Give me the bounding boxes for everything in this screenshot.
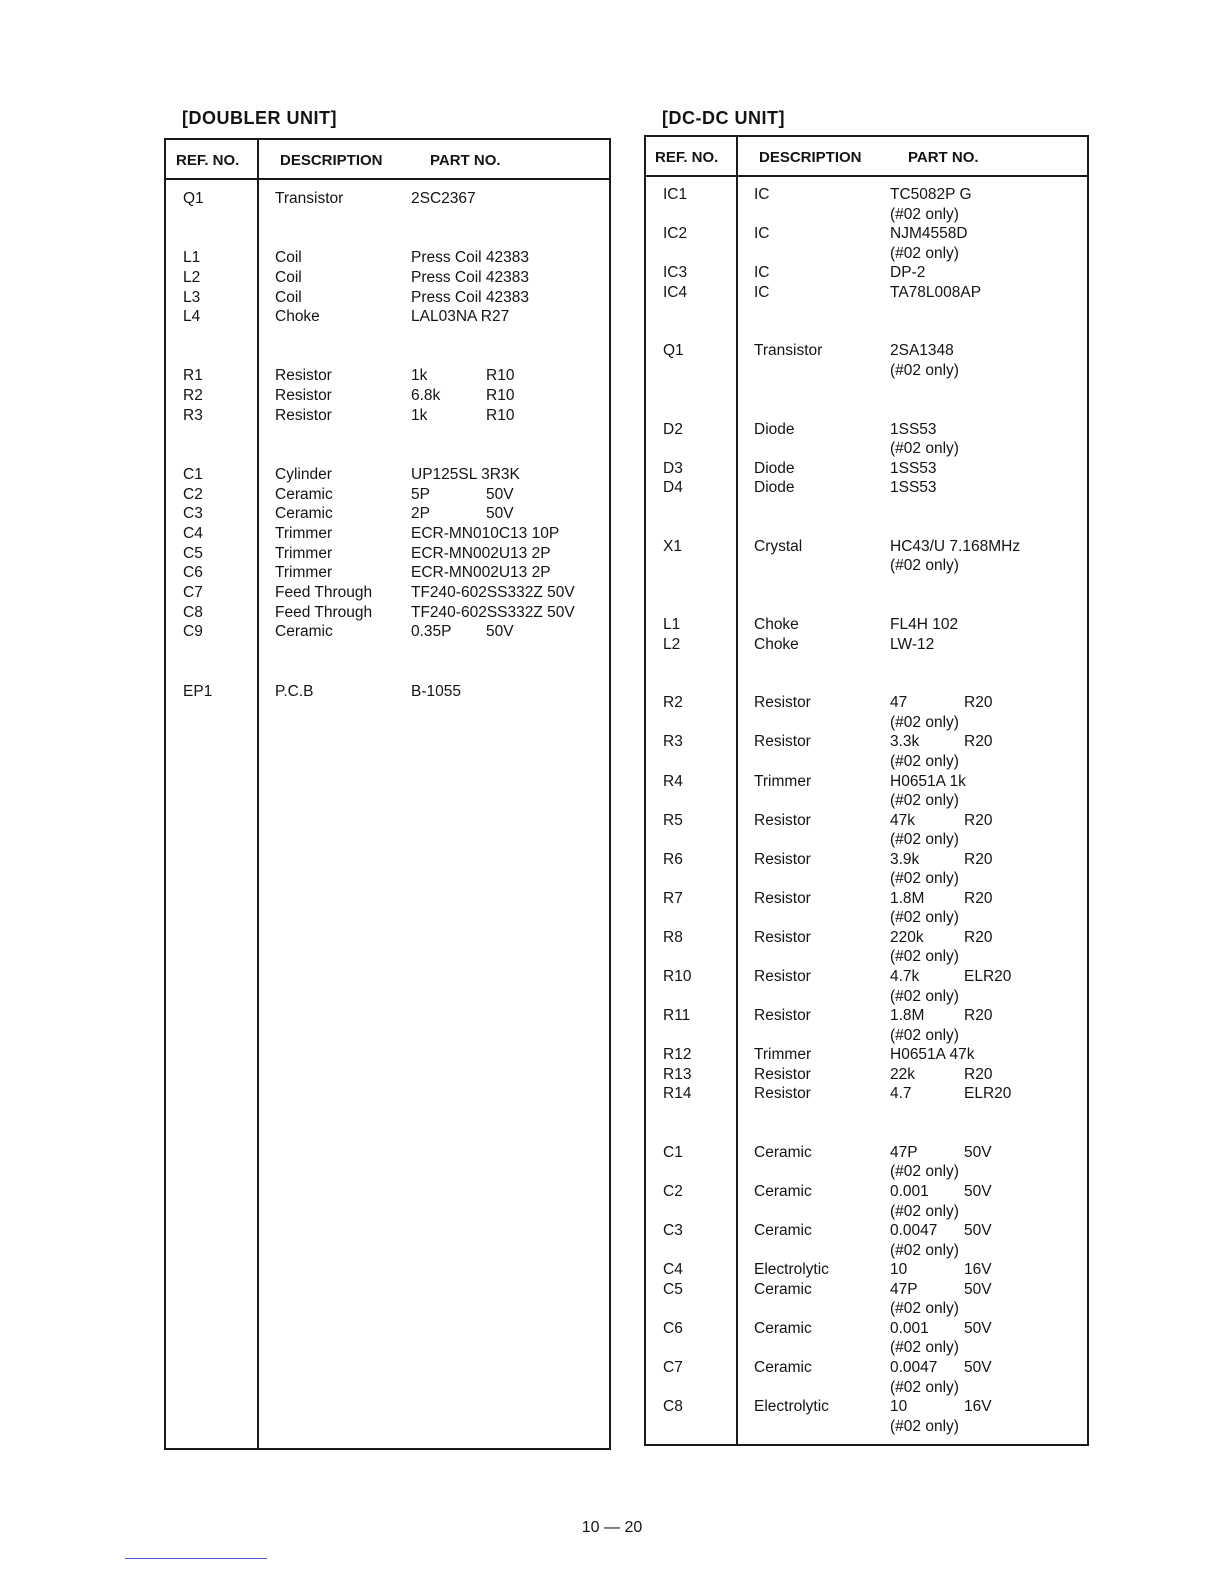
doubler-header-desc: DESCRIPTION <box>280 152 383 169</box>
dcdc-part-cell: FL4H 102 <box>890 616 959 634</box>
dcdc-desc-cell: Resistor <box>754 1007 811 1025</box>
dcdc-desc-cell: Resistor <box>754 928 811 946</box>
dcdc-part-note: (#02 only) <box>890 792 959 810</box>
dcdc-desc-cell: Ceramic <box>754 1359 812 1376</box>
doubler-part-rating-cell: R10 <box>486 367 515 385</box>
dcdc-part-cell: DP-2 <box>890 264 926 282</box>
dcdc-desc-cell: Trimmer <box>754 772 812 790</box>
doubler-part-cell: ECR-MN002U13 2P <box>411 564 551 582</box>
dcdc-ref-cell: R11 <box>663 1007 691 1025</box>
dcdc-part-cell: 22k <box>890 1065 915 1083</box>
dcdc-part-rating-cell: R20 <box>964 811 993 829</box>
dcdc-part-cell: 1.8M <box>890 889 925 907</box>
dcdc-part-cell: NJM4558D <box>890 225 968 243</box>
dcdc-part-cell: 47 <box>890 694 908 712</box>
dcdc-desc-cell: Choke <box>754 635 799 653</box>
doubler-ref-cell: C8 <box>183 603 203 621</box>
dcdc-desc-cell: Ceramic <box>754 1280 812 1298</box>
dcdc-part-cell: 47P <box>890 1143 918 1161</box>
doubler-desc-cell: Trimmer <box>275 524 333 542</box>
dcdc-header-part: PART NO. <box>908 149 979 166</box>
dcdc-desc-cell: Resistor <box>754 1085 811 1103</box>
dcdc-part-cell: 47P <box>890 1280 918 1298</box>
doubler-desc-cell: Transistor <box>275 190 344 207</box>
dcdc-ref-cell: R14 <box>663 1085 692 1103</box>
dcdc-desc-cell: Diode <box>754 420 795 438</box>
dcdc-part-note: (#02 only) <box>890 1163 959 1181</box>
doubler-ref-cell: C6 <box>183 564 203 582</box>
dcdc-part-cell: HC43/U 7.168MHz <box>890 537 1021 555</box>
dcdc-part-rating-cell: R20 <box>964 889 993 907</box>
dcdc-ref-cell: R12 <box>663 1046 692 1064</box>
dcdc-header-desc: DESCRIPTION <box>759 149 862 166</box>
dcdc-ref-cell: R10 <box>663 968 692 985</box>
doubler-part-cell: Press Coil 42383 <box>411 268 530 286</box>
dcdc-part-note: (#02 only) <box>890 557 959 575</box>
dcdc-ref-cell: L2 <box>663 635 681 653</box>
doubler-ref-cell: C4 <box>183 524 203 542</box>
dcdc-part-cell: H0651A 47k <box>890 1046 975 1064</box>
dcdc-header-ref: REF. NO. <box>655 149 719 166</box>
doubler-part-cell: 6.8k <box>411 387 441 404</box>
dcdc-part-note: (#02 only) <box>890 1417 959 1435</box>
dcdc-part-rating-cell: 16V <box>964 1398 992 1416</box>
doubler-ref-cell: L4 <box>183 308 201 326</box>
dcdc-part-rating-cell: 50V <box>964 1183 992 1201</box>
doubler-part-cell: 0.35P <box>411 623 452 641</box>
dcdc-part-rating-cell: 50V <box>964 1222 992 1240</box>
doubler-ref-cell: R1 <box>183 367 203 385</box>
dcdc-part-note: (#02 only) <box>890 440 959 458</box>
dcdc-desc-cell: Resistor <box>754 811 811 829</box>
doubler-ref-cell: L2 <box>183 268 201 286</box>
doubler-part-cell: ECR-MN010C13 10P <box>411 524 560 542</box>
dcdc-part-note: (#02 only) <box>890 205 959 223</box>
dcdc-part-rating-cell: 50V <box>964 1280 992 1298</box>
dcdc-ref-cell: R7 <box>663 889 683 907</box>
dcdc-ref-cell: IC4 <box>663 283 688 301</box>
dcdc-ref-cell: C3 <box>663 1222 683 1240</box>
doubler-unit-title: [DOUBLER UNIT] <box>182 108 337 128</box>
dcdc-desc-cell: IC <box>754 264 770 282</box>
doubler-part-cell: UP125SL 3R3K <box>411 465 520 483</box>
dcdc-ref-cell: C6 <box>663 1319 683 1337</box>
doubler-part-cell: 5P <box>411 485 430 503</box>
dcdc-desc-cell: Ceramic <box>754 1222 812 1240</box>
dcdc-desc-cell: Transistor <box>754 342 823 360</box>
doubler-ref-cell: EP1 <box>183 682 213 700</box>
dcdc-part-note: (#02 only) <box>890 1202 959 1220</box>
doubler-header-part: PART NO. <box>430 152 501 169</box>
dcdc-ref-cell: X1 <box>663 537 682 555</box>
dcdc-part-cell: 10 <box>890 1398 908 1416</box>
dcdc-part-rating-cell: ELR20 <box>964 1085 1012 1103</box>
dcdc-part-note: (#02 only) <box>890 752 959 770</box>
doubler-ref-cell: C7 <box>183 584 203 601</box>
doubler-ref-cell: C2 <box>183 485 203 503</box>
doubler-ref-cell: L1 <box>183 249 201 267</box>
dcdc-desc-cell: Resistor <box>754 968 811 985</box>
dcdc-part-note: (#02 only) <box>890 713 959 731</box>
doubler-desc-cell: Ceramic <box>275 623 333 641</box>
doubler-part-cell: 2SC2367 <box>411 190 476 207</box>
doubler-part-cell: 2P <box>411 505 430 523</box>
dcdc-part-rating-cell: R20 <box>964 850 993 868</box>
dcdc-part-rating-cell: R20 <box>964 1065 993 1083</box>
dcdc-part-rating-cell: R20 <box>964 928 993 946</box>
dcdc-desc-cell: Electrolytic <box>754 1398 829 1416</box>
dcdc-part-cell: LW-12 <box>890 635 935 653</box>
doubler-part-cell: 1k <box>411 367 428 385</box>
doubler-desc-cell: P.C.B <box>275 682 314 700</box>
doubler-ref-cell: R2 <box>183 387 203 404</box>
dcdc-ref-cell: R5 <box>663 811 683 829</box>
doubler-header-ref: REF. NO. <box>176 152 240 169</box>
dcdc-part-cell: 1SS53 <box>890 459 937 477</box>
dcdc-ref-cell: C2 <box>663 1183 683 1201</box>
dcdc-ref-cell: R2 <box>663 694 683 712</box>
doubler-desc-cell: Cylinder <box>275 465 332 483</box>
dcdc-part-cell: 0.001 <box>890 1183 929 1201</box>
footer-rule <box>125 1558 267 1559</box>
dcdc-desc-cell: IC <box>754 186 770 203</box>
dcdc-part-cell: H0651A 1k <box>890 772 966 790</box>
dcdc-part-rating-cell: 50V <box>964 1359 992 1376</box>
dcdc-ref-cell: R3 <box>663 733 683 751</box>
doubler-desc-cell: Ceramic <box>275 505 333 523</box>
doubler-desc-cell: Choke <box>275 308 320 326</box>
dcdc-ref-cell: D3 <box>663 459 683 477</box>
doubler-part-cell: ECR-MN002U13 2P <box>411 544 551 562</box>
doubler-desc-cell: Ceramic <box>275 485 333 503</box>
dcdc-ref-cell: C8 <box>663 1398 683 1416</box>
dcdc-part-cell: 3.3k <box>890 733 920 751</box>
dcdc-part-cell: 3.9k <box>890 850 920 868</box>
dcdc-ref-cell: L1 <box>663 616 681 634</box>
dcdc-part-cell: TA78L008AP <box>890 283 982 301</box>
dcdc-desc-cell: Resistor <box>754 733 811 751</box>
dcdc-desc-cell: Resistor <box>754 850 811 868</box>
dcdc-ref-cell: R4 <box>663 772 683 790</box>
dcdc-desc-cell: Diode <box>754 459 795 477</box>
dcdc-ref-cell: C1 <box>663 1143 683 1161</box>
doubler-ref-cell: L3 <box>183 288 201 306</box>
dcdc-part-rating-cell: 16V <box>964 1261 992 1279</box>
page-number: 10 — 20 <box>581 1519 643 1536</box>
doubler-part-cell: 1k <box>411 406 428 424</box>
dcdc-part-rating-cell: R20 <box>964 1007 993 1025</box>
dcdc-part-cell: 2SA1348 <box>890 342 954 360</box>
dcdc-desc-cell: Resistor <box>754 889 811 907</box>
dcdc-desc-cell: Ceramic <box>754 1143 812 1161</box>
doubler-part-cell: B-1055 <box>411 682 461 700</box>
doubler-ref-cell: C1 <box>183 465 203 483</box>
doubler-part-rating-cell: 50V <box>486 485 514 503</box>
doubler-desc-cell: Resistor <box>275 367 332 385</box>
dcdc-ref-cell: R6 <box>663 850 683 868</box>
dcdc-part-note: (#02 only) <box>890 361 959 379</box>
dcdc-part-cell: 0.001 <box>890 1319 929 1337</box>
dcdc-part-cell: 4.7k <box>890 968 920 985</box>
dcdc-ref-cell: IC3 <box>663 264 688 282</box>
dcdc-ref-cell: C4 <box>663 1261 683 1279</box>
dcdc-part-note: (#02 only) <box>890 870 959 888</box>
dcdc-ref-cell: D2 <box>663 420 683 438</box>
doubler-ref-cell: Q1 <box>183 190 204 207</box>
dcdc-desc-cell: Diode <box>754 479 795 497</box>
dcdc-part-note: (#02 only) <box>890 244 959 262</box>
doubler-desc-cell: Resistor <box>275 406 332 424</box>
dcdc-desc-cell: Electrolytic <box>754 1261 829 1279</box>
dcdc-unit-title: [DC-DC UNIT] <box>662 108 785 128</box>
doubler-part-cell: TF240-602SS332Z 50V <box>411 603 575 621</box>
doubler-column-divider <box>257 140 259 1448</box>
dcdc-part-cell: 0.0047 <box>890 1222 938 1240</box>
doubler-desc-cell: Feed Through <box>275 603 373 621</box>
dcdc-part-cell: 10 <box>890 1261 908 1279</box>
doubler-part-rating-cell: 50V <box>486 623 514 641</box>
dcdc-ref-cell: C7 <box>663 1359 683 1376</box>
dcdc-part-note: (#02 only) <box>890 1339 959 1357</box>
dcdc-part-cell: 1SS53 <box>890 479 937 497</box>
dcdc-desc-cell: Resistor <box>754 694 811 712</box>
dcdc-part-cell: 0.0047 <box>890 1359 938 1376</box>
dcdc-desc-cell: Crystal <box>754 537 803 555</box>
dcdc-part-note: (#02 only) <box>890 1300 959 1318</box>
doubler-part-rating-cell: R10 <box>486 387 515 404</box>
dcdc-part-cell: 47k <box>890 811 915 829</box>
dcdc-part-note: (#02 only) <box>890 987 959 1005</box>
doubler-part-cell: Press Coil 42383 <box>411 249 530 267</box>
dcdc-part-rating-cell: ELR20 <box>964 968 1012 985</box>
doubler-desc-cell: Trimmer <box>275 544 333 562</box>
dcdc-part-note: (#02 only) <box>890 909 959 927</box>
dcdc-part-cell: 220k <box>890 928 924 946</box>
doubler-ref-cell: C5 <box>183 544 203 562</box>
dcdc-ref-cell: D4 <box>663 479 683 497</box>
dcdc-desc-cell: Trimmer <box>754 1046 812 1064</box>
dcdc-part-note: (#02 only) <box>890 1241 959 1259</box>
doubler-ref-cell: C3 <box>183 505 203 523</box>
doubler-desc-cell: Trimmer <box>275 564 333 582</box>
doubler-desc-cell: Coil <box>275 268 302 286</box>
doubler-desc-cell: Coil <box>275 249 302 267</box>
dcdc-part-cell: TC5082P G <box>890 186 972 203</box>
doubler-part-rating-cell: 50V <box>486 505 514 523</box>
dcdc-desc-cell: IC <box>754 225 770 243</box>
dcdc-part-note: (#02 only) <box>890 831 959 849</box>
doubler-desc-cell: Resistor <box>275 387 332 404</box>
dcdc-part-cell: 4.7 <box>890 1085 912 1103</box>
dcdc-column-divider <box>736 137 738 1444</box>
dcdc-parts-table <box>644 135 1089 1446</box>
dcdc-part-cell: 1.8M <box>890 1007 925 1025</box>
dcdc-table-header <box>646 137 1087 177</box>
dcdc-ref-cell: Q1 <box>663 342 684 360</box>
doubler-part-cell: TF240-602SS332Z 50V <box>411 584 575 601</box>
dcdc-desc-cell: IC <box>754 283 770 301</box>
dcdc-desc-cell: Ceramic <box>754 1319 812 1337</box>
doubler-parts-table <box>164 138 611 1450</box>
doubler-table-header <box>166 140 609 180</box>
doubler-ref-cell: R3 <box>183 406 203 424</box>
dcdc-part-note: (#02 only) <box>890 1378 959 1396</box>
dcdc-part-rating-cell: 50V <box>964 1143 992 1161</box>
dcdc-ref-cell: R13 <box>663 1065 692 1083</box>
dcdc-part-note: (#02 only) <box>890 1026 959 1044</box>
dcdc-desc-cell: Resistor <box>754 1065 811 1083</box>
dcdc-part-rating-cell: R20 <box>964 694 993 712</box>
doubler-part-cell: Press Coil 42383 <box>411 288 530 306</box>
dcdc-ref-cell: IC2 <box>663 225 688 243</box>
dcdc-part-rating-cell: R20 <box>964 733 993 751</box>
doubler-desc-cell: Feed Through <box>275 584 373 601</box>
dcdc-ref-cell: C5 <box>663 1280 683 1298</box>
dcdc-desc-cell: Ceramic <box>754 1183 812 1201</box>
dcdc-part-cell: 1SS53 <box>890 420 937 438</box>
dcdc-ref-cell: R8 <box>663 928 683 946</box>
doubler-part-cell: LAL03NA R27 <box>411 308 510 326</box>
doubler-ref-cell: C9 <box>183 623 203 641</box>
dcdc-desc-cell: Choke <box>754 616 799 634</box>
dcdc-ref-cell: IC1 <box>663 186 688 203</box>
dcdc-part-rating-cell: 50V <box>964 1319 992 1337</box>
dcdc-part-note: (#02 only) <box>890 948 959 966</box>
doubler-desc-cell: Coil <box>275 288 302 306</box>
doubler-part-rating-cell: R10 <box>486 406 515 424</box>
